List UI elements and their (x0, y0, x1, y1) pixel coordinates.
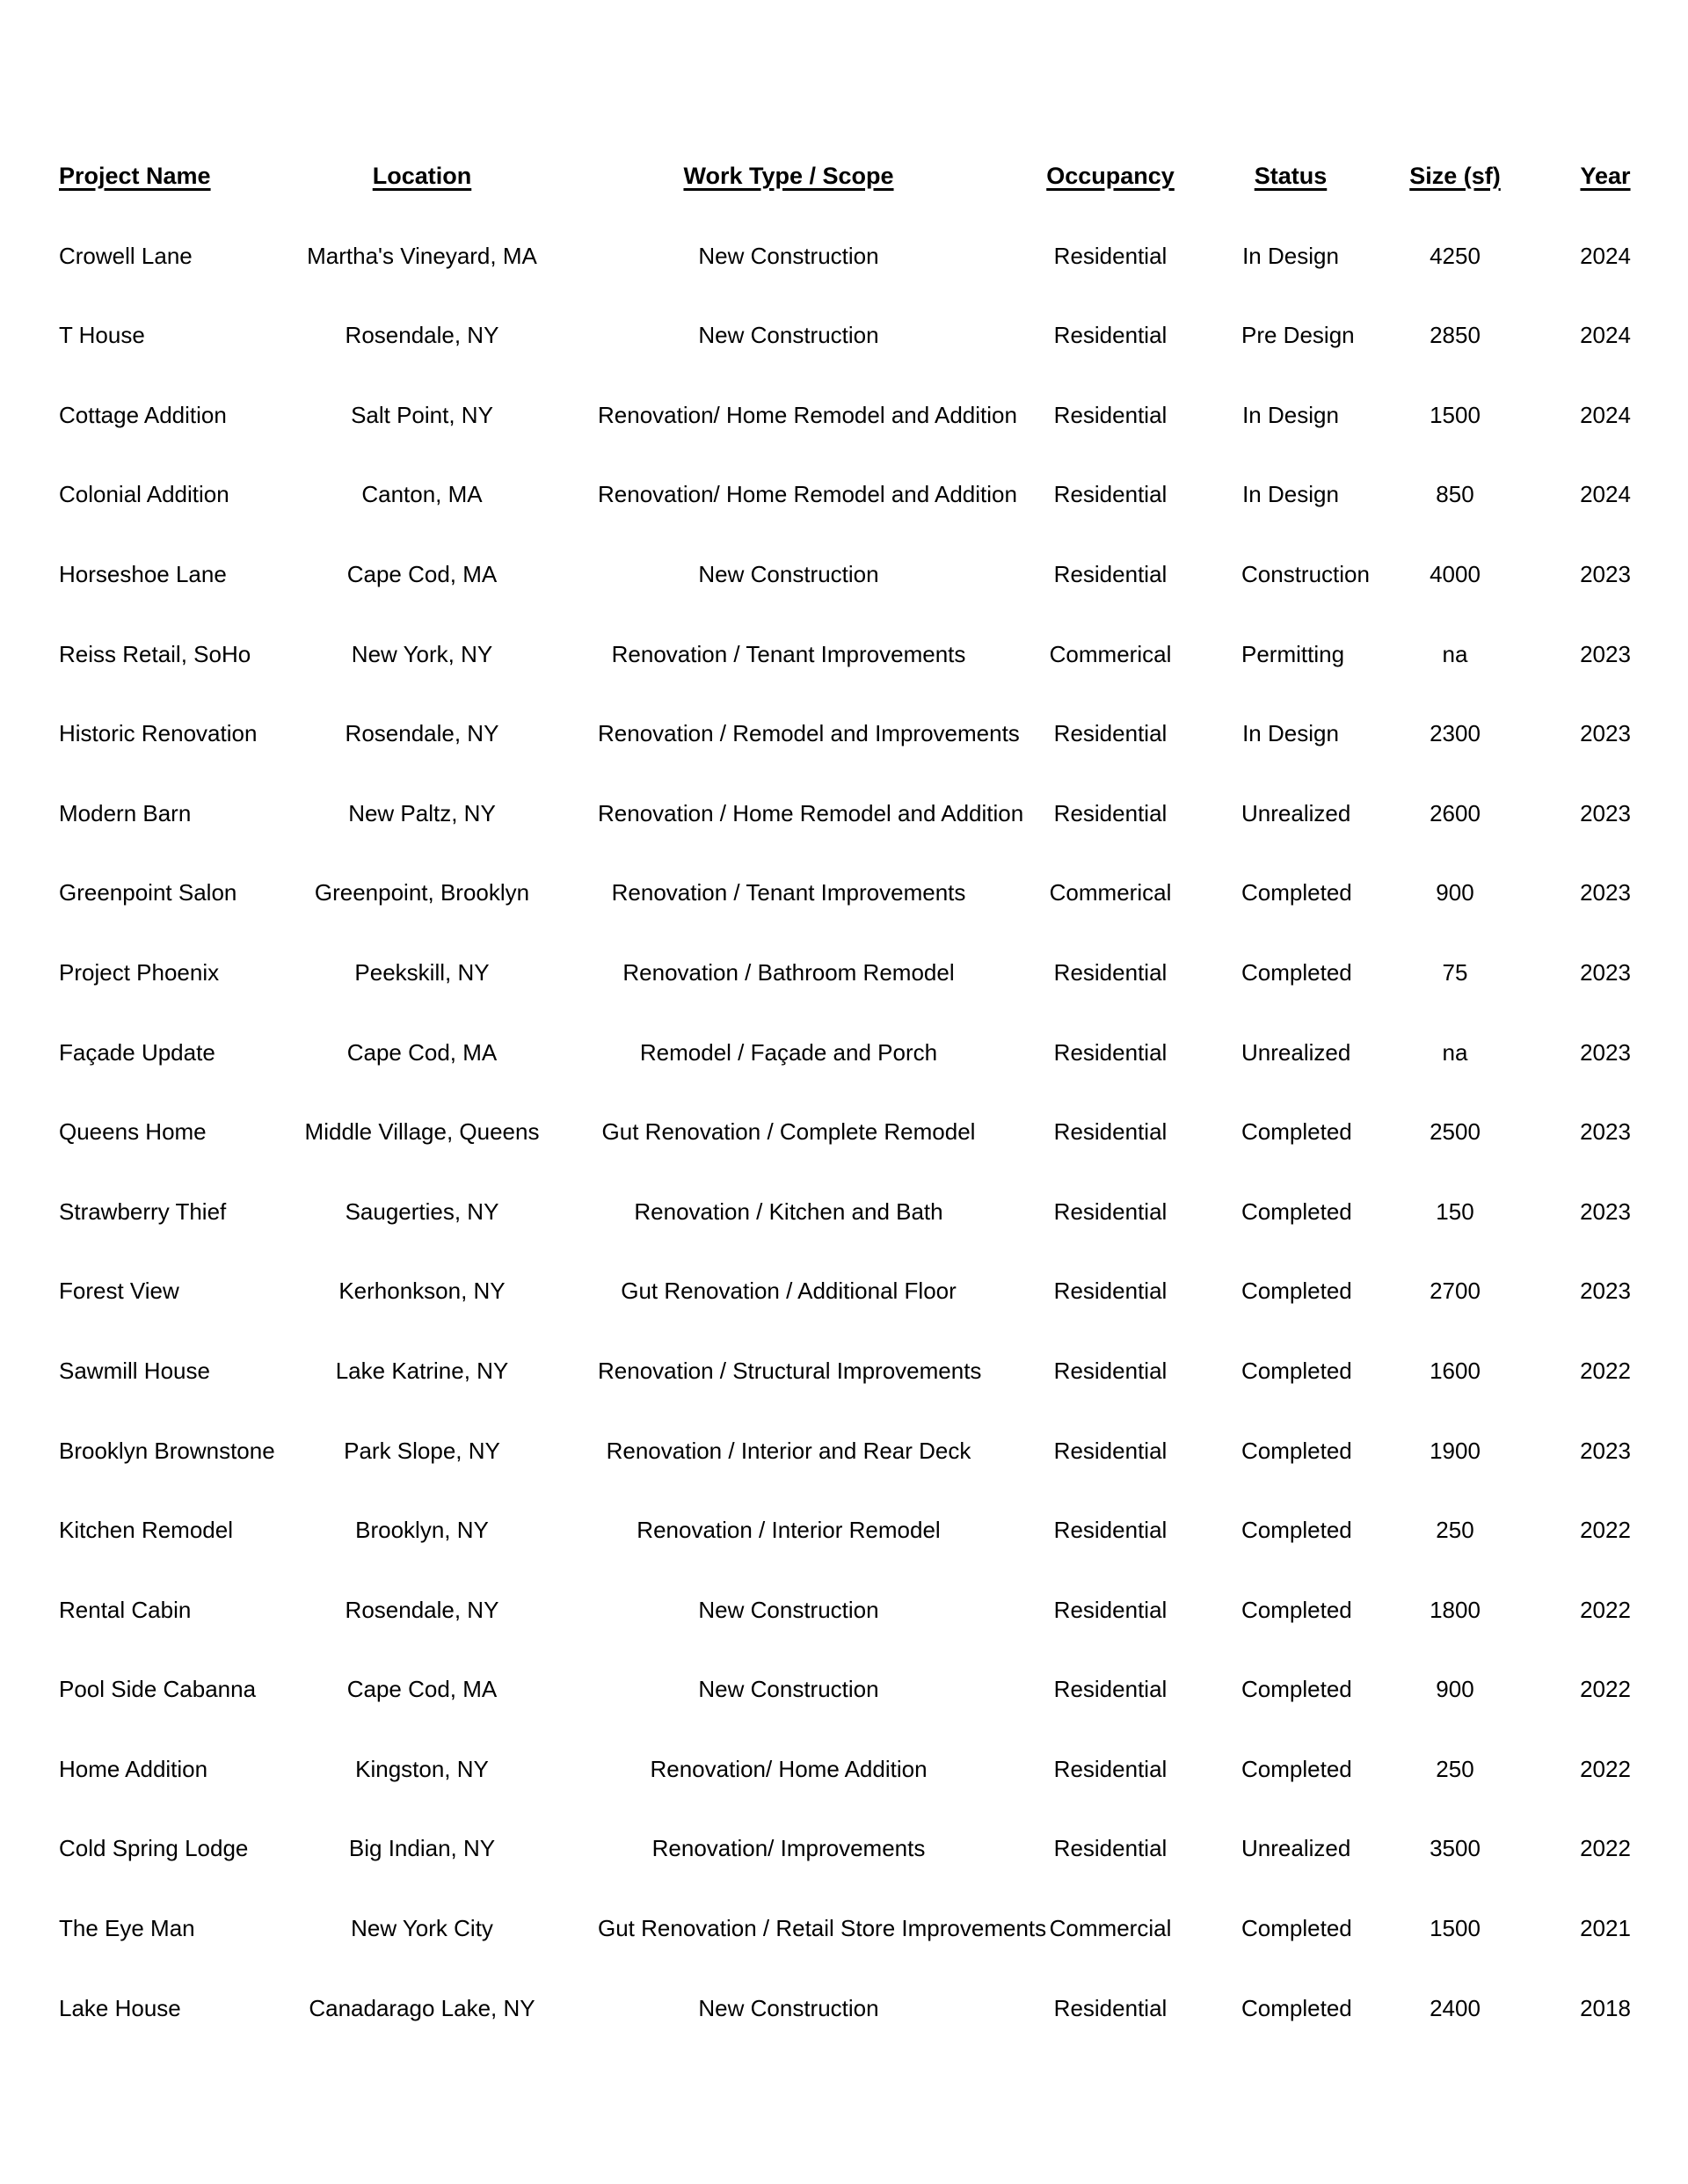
cell-occupancy: Residential (1053, 720, 1168, 747)
cell-occupancy: Commerical (1049, 640, 1172, 667)
cell-location: Saugerties, NY (345, 1198, 499, 1225)
table-row (0, 237, 1688, 317)
cell-occupancy: Residential (1053, 1835, 1168, 1862)
cell-year: 2023 (1580, 560, 1631, 587)
cell-status: Completed (1241, 879, 1352, 906)
cell-occupancy: Residential (1053, 401, 1168, 428)
table-row (0, 475, 1688, 555)
cell-project-name: Rental Cabin (59, 1596, 192, 1623)
cell-location: Canadarago Lake, NY (309, 1994, 535, 2021)
column-header-status: Status (1254, 163, 1328, 189)
cell-location: Park Slope, NY (344, 1437, 500, 1464)
cell-work-type-scope: Renovation / Home Remodel and Addition (598, 799, 1024, 826)
cell-status: Completed (1241, 1517, 1352, 1544)
cell-work-type-scope: New Construction (698, 1676, 879, 1703)
table-row (0, 1670, 1688, 1750)
cell-work-type-scope: New Construction (698, 1994, 879, 2021)
table-row (0, 1829, 1688, 1909)
cell-work-type-scope: Renovation / Tenant Improvements (611, 879, 966, 906)
cell-location: Lake Katrine, NY (335, 1357, 509, 1384)
cell-year: 2022 (1580, 1755, 1631, 1782)
cell-status: In Design (1242, 720, 1339, 747)
cell-occupancy: Residential (1053, 1437, 1168, 1464)
cell-occupancy: Residential (1053, 481, 1168, 508)
cell-size-sf: 1600 (1430, 1357, 1481, 1384)
cell-work-type-scope: Renovation/ Home Remodel and Addition (598, 481, 1017, 508)
cell-size-sf: 1500 (1430, 1915, 1481, 1942)
cell-status: Completed (1241, 1596, 1352, 1623)
projects-table (0, 157, 1688, 2068)
cell-project-name: Queens Home (59, 1118, 207, 1146)
column-header-occupancy: Occupancy (1046, 163, 1175, 189)
cell-year: 2023 (1580, 879, 1631, 906)
cell-status: Completed (1241, 1676, 1352, 1703)
cell-year: 2024 (1580, 401, 1631, 428)
column-header-size-sf: Size (sf) (1409, 163, 1501, 189)
cell-project-name: Pool Side Cabanna (59, 1676, 257, 1703)
cell-size-sf: 2700 (1430, 1278, 1481, 1305)
cell-size-sf: 900 (1436, 1676, 1474, 1703)
cell-size-sf: 900 (1436, 879, 1474, 906)
cell-size-sf: 250 (1436, 1517, 1474, 1544)
cell-work-type-scope: Renovation/ Improvements (651, 1835, 926, 1862)
cell-occupancy: Residential (1053, 1676, 1168, 1703)
cell-status: Completed (1241, 1994, 1352, 2021)
cell-project-name: Modern Barn (59, 799, 192, 826)
cell-occupancy: Residential (1053, 1994, 1168, 2021)
cell-work-type-scope: Renovation / Remodel and Improvements (598, 720, 1020, 747)
cell-status: Permitting (1241, 640, 1345, 667)
cell-project-name: Cottage Addition (59, 401, 227, 428)
cell-occupancy: Residential (1053, 958, 1168, 986)
table-row (0, 1511, 1688, 1591)
cell-project-name: Cold Spring Lodge (59, 1835, 249, 1862)
cell-project-name: Forest View (59, 1278, 179, 1305)
cell-location: Rosendale, NY (345, 1596, 499, 1623)
cell-location: Kingston, NY (355, 1755, 489, 1782)
cell-status: In Design (1242, 242, 1339, 269)
table-row (0, 1431, 1688, 1511)
cell-status: Completed (1241, 1118, 1352, 1146)
cell-project-name: Strawberry Thief (59, 1198, 227, 1225)
cell-year: 2023 (1580, 1118, 1631, 1146)
cell-year: 2022 (1580, 1517, 1631, 1544)
cell-status: In Design (1242, 401, 1339, 428)
cell-size-sf: 1500 (1430, 401, 1481, 428)
cell-location: Rosendale, NY (345, 720, 499, 747)
cell-year: 2022 (1580, 1357, 1631, 1384)
column-header-project-name: Project Name (59, 163, 211, 189)
column-header-year: Year (1580, 163, 1631, 189)
cell-status: Completed (1241, 1198, 1352, 1225)
cell-work-type-scope: Renovation / Kitchen and Bath (634, 1198, 943, 1225)
cell-year: 2023 (1580, 1437, 1631, 1464)
cell-status: Construction (1241, 560, 1370, 587)
cell-occupancy: Residential (1053, 1198, 1168, 1225)
cell-size-sf: 4250 (1430, 242, 1481, 269)
cell-occupancy: Commercial (1049, 1915, 1172, 1942)
cell-occupancy: Residential (1053, 1517, 1168, 1544)
cell-location: New York City (351, 1915, 493, 1942)
cell-location: Big Indian, NY (348, 1835, 496, 1862)
cell-project-name: Greenpoint Salon (59, 879, 237, 906)
cell-status: In Design (1242, 481, 1339, 508)
table-header-row (0, 157, 1688, 237)
cell-work-type-scope: Renovation / Interior Remodel (637, 1517, 941, 1544)
table-row (0, 1591, 1688, 1671)
table-row (0, 1909, 1688, 1989)
cell-work-type-scope: Renovation / Structural Improvements (598, 1357, 982, 1384)
cell-location: Middle Village, Queens (304, 1118, 540, 1146)
cell-year: 2023 (1580, 640, 1631, 667)
cell-status: Unrealized (1241, 1038, 1351, 1066)
cell-project-name: Reiss Retail, SoHo (59, 640, 251, 667)
cell-project-name: Brooklyn Brownstone (59, 1437, 275, 1464)
cell-occupancy: Residential (1053, 1118, 1168, 1146)
cell-location: New York, NY (351, 640, 493, 667)
cell-location: New Paltz, NY (348, 799, 496, 826)
cell-year: 2021 (1580, 1915, 1631, 1942)
cell-year: 2024 (1580, 322, 1631, 349)
cell-status: Completed (1241, 1755, 1352, 1782)
cell-project-name: Colonial Addition (59, 481, 229, 508)
cell-work-type-scope: Gut Renovation / Additional Floor (621, 1278, 957, 1305)
cell-work-type-scope: New Construction (698, 1596, 879, 1623)
cell-year: 2024 (1580, 481, 1631, 508)
cell-location: Peekskill, NY (354, 958, 490, 986)
cell-status: Completed (1241, 1437, 1352, 1464)
cell-location: Canton, MA (361, 481, 483, 508)
cell-location: Rosendale, NY (345, 322, 499, 349)
cell-project-name: T House (59, 322, 145, 349)
table-row (0, 1271, 1688, 1351)
cell-work-type-scope: New Construction (698, 560, 879, 587)
table-row (0, 316, 1688, 396)
cell-year: 2018 (1580, 1994, 1631, 2021)
cell-status: Completed (1241, 1915, 1352, 1942)
cell-work-type-scope: Remodel / Façade and Porch (639, 1038, 938, 1066)
cell-occupancy: Residential (1053, 1357, 1168, 1384)
cell-year: 2023 (1580, 958, 1631, 986)
cell-status: Pre Design (1241, 322, 1355, 349)
cell-size-sf: 850 (1436, 481, 1474, 508)
cell-occupancy: Residential (1053, 1755, 1168, 1782)
cell-status: Completed (1241, 1278, 1352, 1305)
table-row (0, 714, 1688, 794)
column-header-location: Location (372, 163, 472, 189)
cell-size-sf: 2500 (1430, 1118, 1481, 1146)
cell-project-name: Home Addition (59, 1755, 208, 1782)
cell-occupancy: Residential (1053, 322, 1168, 349)
cell-occupancy: Residential (1053, 1596, 1168, 1623)
cell-project-name: Kitchen Remodel (59, 1517, 233, 1544)
cell-project-name: Lake House (59, 1994, 181, 2021)
cell-project-name: Façade Update (59, 1038, 215, 1066)
cell-work-type-scope: Gut Renovation / Complete Remodel (601, 1118, 976, 1146)
cell-work-type-scope: New Construction (698, 322, 879, 349)
cell-year: 2022 (1580, 1835, 1631, 1862)
cell-size-sf: 250 (1436, 1755, 1474, 1782)
cell-occupancy: Residential (1053, 799, 1168, 826)
table-row (0, 1033, 1688, 1113)
cell-location: Cape Cod, MA (346, 1038, 498, 1066)
cell-size-sf: 150 (1436, 1198, 1474, 1225)
table-row (0, 396, 1688, 476)
cell-project-name: Project Phoenix (59, 958, 220, 986)
table-row (0, 953, 1688, 1033)
cell-size-sf: na (1442, 1038, 1468, 1066)
cell-size-sf: 2600 (1430, 799, 1481, 826)
cell-year: 2023 (1580, 1278, 1631, 1305)
cell-size-sf: 2300 (1430, 720, 1481, 747)
cell-location: Cape Cod, MA (346, 560, 498, 587)
cell-location: Greenpoint, Brooklyn (314, 879, 530, 906)
cell-work-type-scope: Renovation/ Home Addition (650, 1755, 928, 1782)
cell-size-sf: 1800 (1430, 1596, 1481, 1623)
cell-work-type-scope: Gut Renovation / Retail Store Improvements (598, 1915, 1047, 1942)
cell-size-sf: na (1442, 640, 1468, 667)
cell-size-sf: 4000 (1430, 560, 1481, 587)
cell-size-sf: 3500 (1430, 1835, 1481, 1862)
table-body (0, 237, 1688, 2069)
cell-year: 2022 (1580, 1676, 1631, 1703)
cell-location: Brooklyn, NY (355, 1517, 489, 1544)
cell-year: 2024 (1580, 242, 1631, 269)
cell-year: 2023 (1580, 1038, 1631, 1066)
cell-occupancy: Residential (1053, 1278, 1168, 1305)
table-row (0, 1750, 1688, 1830)
table-row (0, 1112, 1688, 1192)
column-header-work-type-scope: Work Type / Scope (683, 163, 894, 189)
cell-location: Kerhonkson, NY (338, 1278, 506, 1305)
cell-location: Martha's Vineyard, MA (307, 242, 537, 269)
cell-year: 2023 (1580, 720, 1631, 747)
cell-status: Completed (1241, 1357, 1352, 1384)
table-row (0, 555, 1688, 635)
table-row (0, 1989, 1688, 2069)
cell-location: Salt Point, NY (351, 401, 493, 428)
cell-status: Unrealized (1241, 799, 1351, 826)
cell-location: Cape Cod, MA (346, 1676, 498, 1703)
cell-year: 2022 (1580, 1596, 1631, 1623)
table-row (0, 1351, 1688, 1431)
cell-size-sf: 2400 (1430, 1994, 1481, 2021)
cell-size-sf: 2850 (1430, 322, 1481, 349)
cell-year: 2023 (1580, 1198, 1631, 1225)
cell-status: Completed (1241, 958, 1352, 986)
cell-project-name: Crowell Lane (59, 242, 193, 269)
table-row (0, 635, 1688, 715)
cell-project-name: Sawmill House (59, 1357, 210, 1384)
cell-size-sf: 75 (1442, 958, 1468, 986)
cell-work-type-scope: New Construction (698, 242, 879, 269)
cell-occupancy: Commerical (1049, 879, 1172, 906)
cell-status: Unrealized (1241, 1835, 1351, 1862)
cell-project-name: Horseshoe Lane (59, 560, 227, 587)
table-row (0, 1192, 1688, 1272)
cell-occupancy: Residential (1053, 560, 1168, 587)
cell-size-sf: 1900 (1430, 1437, 1481, 1464)
cell-work-type-scope: Renovation/ Home Remodel and Addition (598, 401, 1017, 428)
cell-work-type-scope: Renovation / Tenant Improvements (611, 640, 966, 667)
table-row (0, 794, 1688, 874)
cell-occupancy: Residential (1053, 242, 1168, 269)
cell-project-name: The Eye Man (59, 1915, 195, 1942)
cell-work-type-scope: Renovation / Interior and Rear Deck (606, 1437, 971, 1464)
table-row (0, 873, 1688, 953)
cell-project-name: Historic Renovation (59, 720, 258, 747)
cell-occupancy: Residential (1053, 1038, 1168, 1066)
cell-year: 2023 (1580, 799, 1631, 826)
cell-work-type-scope: Renovation / Bathroom Remodel (622, 958, 955, 986)
